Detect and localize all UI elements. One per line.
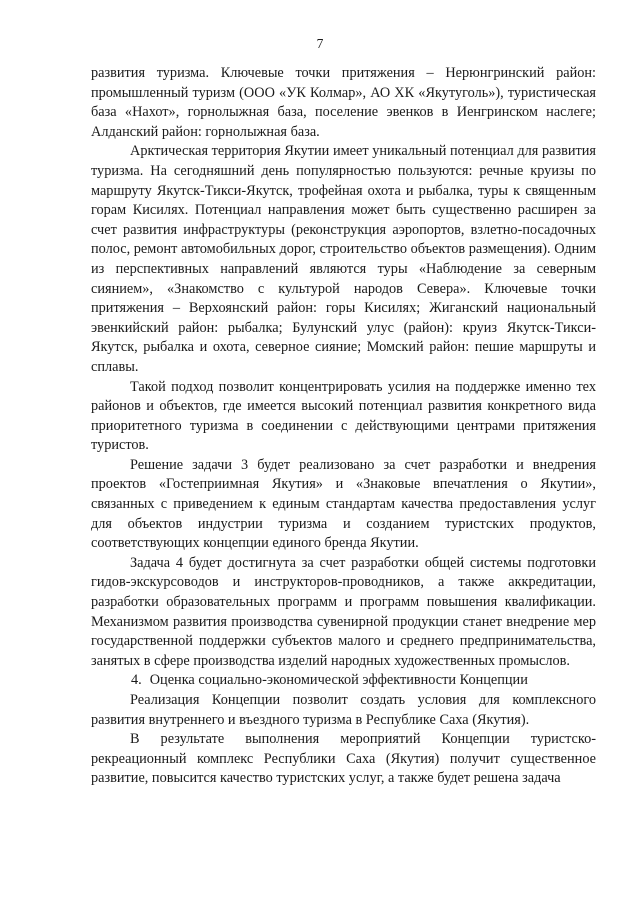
section-number: 4.	[131, 672, 142, 689]
paragraph-task-4: Задача 4 будет достигнута за счет разработки общей системы подготовки гидов-экскурсоводов и инструкторов-проводников, а также аккредитации, разработки образовательных программ и программ повышения квалификации. Механизмом развития производства сувенирной продукции станет внедрение мер государственной поддержки субъектов малого и среднего предпринимательства, занятых в сфере производства изделий народных художественных промыслов.	[91, 554, 596, 669]
document-body	[91, 64, 596, 789]
section-heading	[91, 671, 596, 691]
paragraph-arctic-territory: Арктическая территория Якутии имеет уникальный потенциал для развития туризма. На сегодняшний день популярностью пользуются: речные круизы по маршруту Якутск-Тикси-Якутск, трофейная охота и рыбалка, туры к священным горам Кисилях. Потенциал направления может быть существенно расширен за счет развития инфраструктуры (реконструкция аэропортов, взлетно-посадочных полос, ремонт автомобильных дорог, строительство объектов размещения). Одним из перспективных направлений являются туры «Наблюдение за северным сиянием», «Знакомство с культурой народов Севера». Ключевые точки притяжения – Верхоянский район: горы Кисилях; Жиганский национальный эвенкийский район: рыбалка; Булунский улус (район): круиз Якутск-Тикси-Якутск, рыбалка и охота, северное сияние; Момский район: пешие маршруты и сплавы.	[91, 143, 596, 375]
section-title: Оценка социально-экономической эффективности Концепции	[149, 672, 528, 689]
paragraph-continuation: развития туризма. Ключевые точки притяжения – Нерюнгринский район: промышленный туризм (ООО «УК Колмар», АО ХК «Якутуголь»), туристическая база «Нахот», горнолыжная база, поселение эвенков в Иенгринском наслеге; Алданский район: горнолыжная база.	[91, 65, 596, 140]
paragraph-approach: Такой подход позволит концентрировать усилия на поддержке именно тех районов и объектов, где имеется высокий потенциал развития конкретного вида приоритетного туризма в соединении с действующими центрами притяжения туристов.	[91, 378, 596, 454]
paragraph-result: В результате выполнения мероприятий Концепции туристско-рекреационный комплекс Республики Саха (Якутия) получит существенное развитие, повысится качество туристских услуг, а также будет решена задача	[91, 731, 596, 787]
paragraph-realization: Реализация Концепции позволит создать условия для комплексного развития внутреннего и въездного туризма в Республике Саха (Якутия).	[91, 692, 596, 728]
page-number: 7	[316, 36, 324, 51]
paragraph-task-3: Решение задачи 3 будет реализовано за счет разработки и внедрения проектов «Гостеприимная Якутия» и «Знаковые впечатления о Якутии», связанных с приведением к единым стандартам качества предоставления услуг для объектов индустрии туризма и созданием туристских продуктов, соответствующих концепции единого бренда Якутии.	[91, 456, 596, 552]
